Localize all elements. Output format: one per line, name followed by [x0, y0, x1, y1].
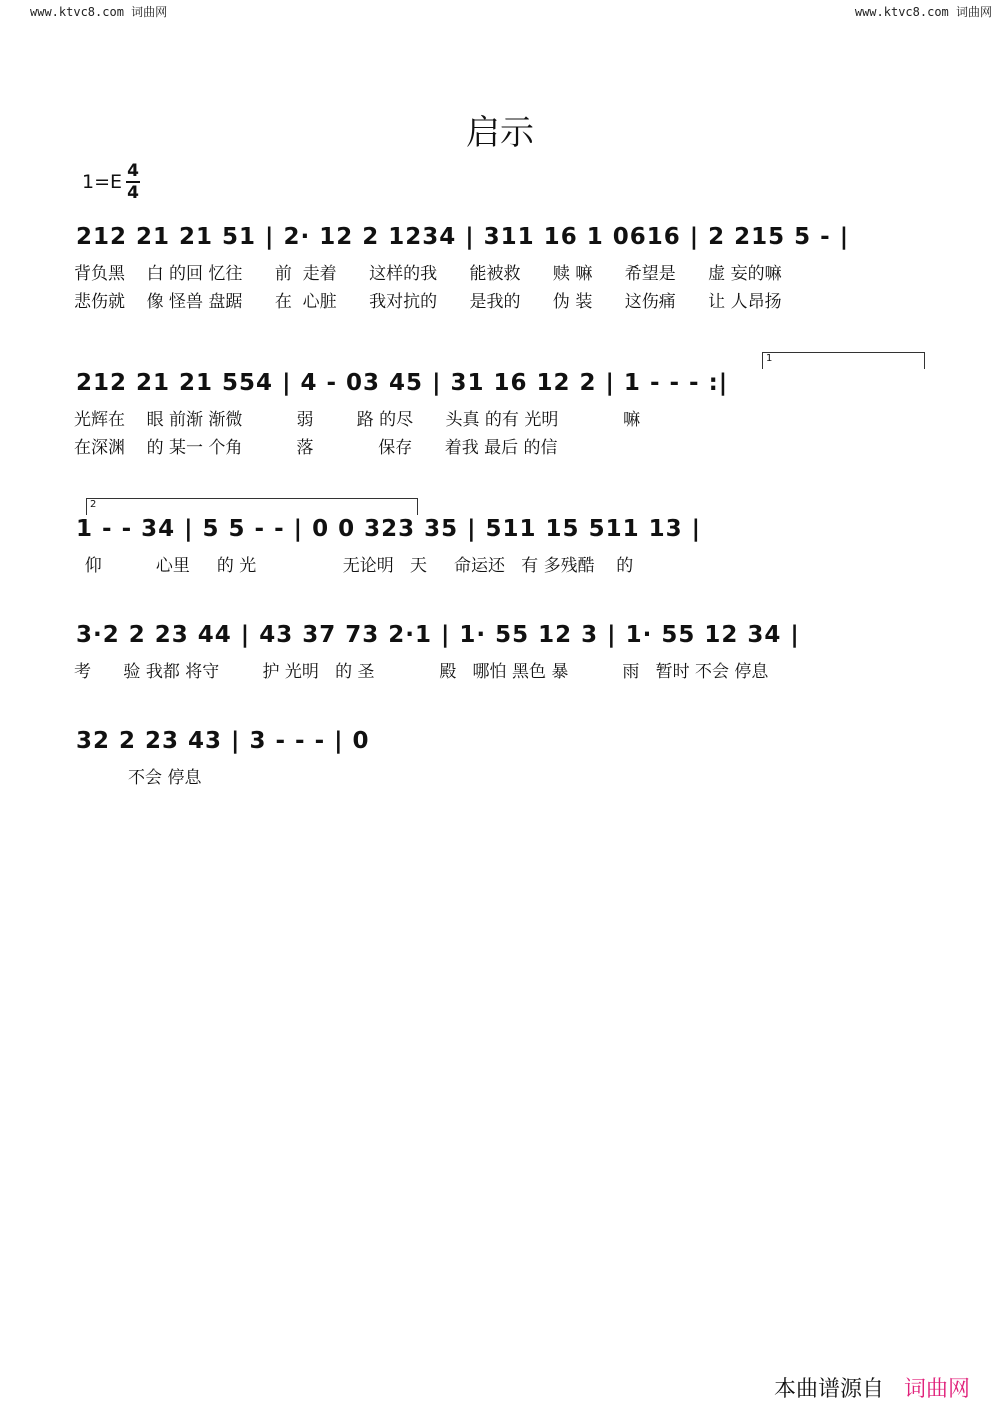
- key-label: 1=E: [82, 171, 123, 193]
- notation-row-1: 212 21 21 51 | 2· 12 2 1234 | 311 16 1 0616 | 2 215 5 - |: [76, 224, 850, 250]
- notation-row-2: 212 21 21 554 | 4 - 03 45 | 31 16 12 2 | 1 - - - :|: [76, 370, 729, 396]
- watermark-left: www.ktvc8.com 词曲网: [30, 5, 168, 19]
- lyric-row-3: 仰 心里 的 光 无论明 天 命运还 有 多残酷 的: [74, 556, 634, 576]
- time-numerator: 4: [127, 161, 139, 181]
- footer-source: 本曲谱源自: [773, 1377, 884, 1402]
- lyric-row-2-verse-1: 光辉在 眼 前渐 渐微 弱 路 的尽 头真 的有 光明 嘛: [74, 410, 641, 430]
- volta-second: 2: [86, 498, 418, 515]
- song-title: 启示: [466, 113, 534, 153]
- footer-brand[interactable]: 词曲网: [903, 1377, 970, 1402]
- lyric-row-1-verse-2: 悲伤就 像 怪兽 盘踞 在 心脏 我对抗的 是我的 伪 装 这伤痛 让 人昂扬: [74, 292, 782, 312]
- lyric-row-5: 不会 停息: [74, 768, 202, 788]
- notation-row-5: 32 2 23 43 | 3 - - - | 0: [76, 728, 370, 754]
- watermark-right: www.ktvc8.com 词曲网: [854, 5, 992, 19]
- lyric-row-2-verse-2: 在深渊 的 某一 个角 落 保存 着我 最后 的信: [74, 438, 558, 458]
- key-signature: [82, 162, 140, 202]
- footer-credit: [774, 1372, 970, 1403]
- time-denominator: 4: [127, 183, 139, 203]
- notation-row-4: 3·2 2 23 44 | 43 37 73 2·1 | 1· 55 12 3 | 1· 55 12 34 |: [76, 622, 800, 648]
- volta-first: 1: [762, 352, 925, 369]
- notation-row-3: 1 - - 34 | 5 5 - - | 0 0 323 35 | 511 15 511 13 |: [76, 516, 701, 542]
- lyric-row-4: 考 验 我都 将守 护 光明 的 圣 殿 哪怕 黑色 暴 雨 暂时 不会 停息: [74, 662, 769, 682]
- lyric-row-1-verse-1: 背负黑 白 的回 忆往 前 走着 这样的我 能被救 赎 嘛 希望是 虚 妄的嘛: [74, 264, 782, 284]
- time-signature: [126, 162, 140, 202]
